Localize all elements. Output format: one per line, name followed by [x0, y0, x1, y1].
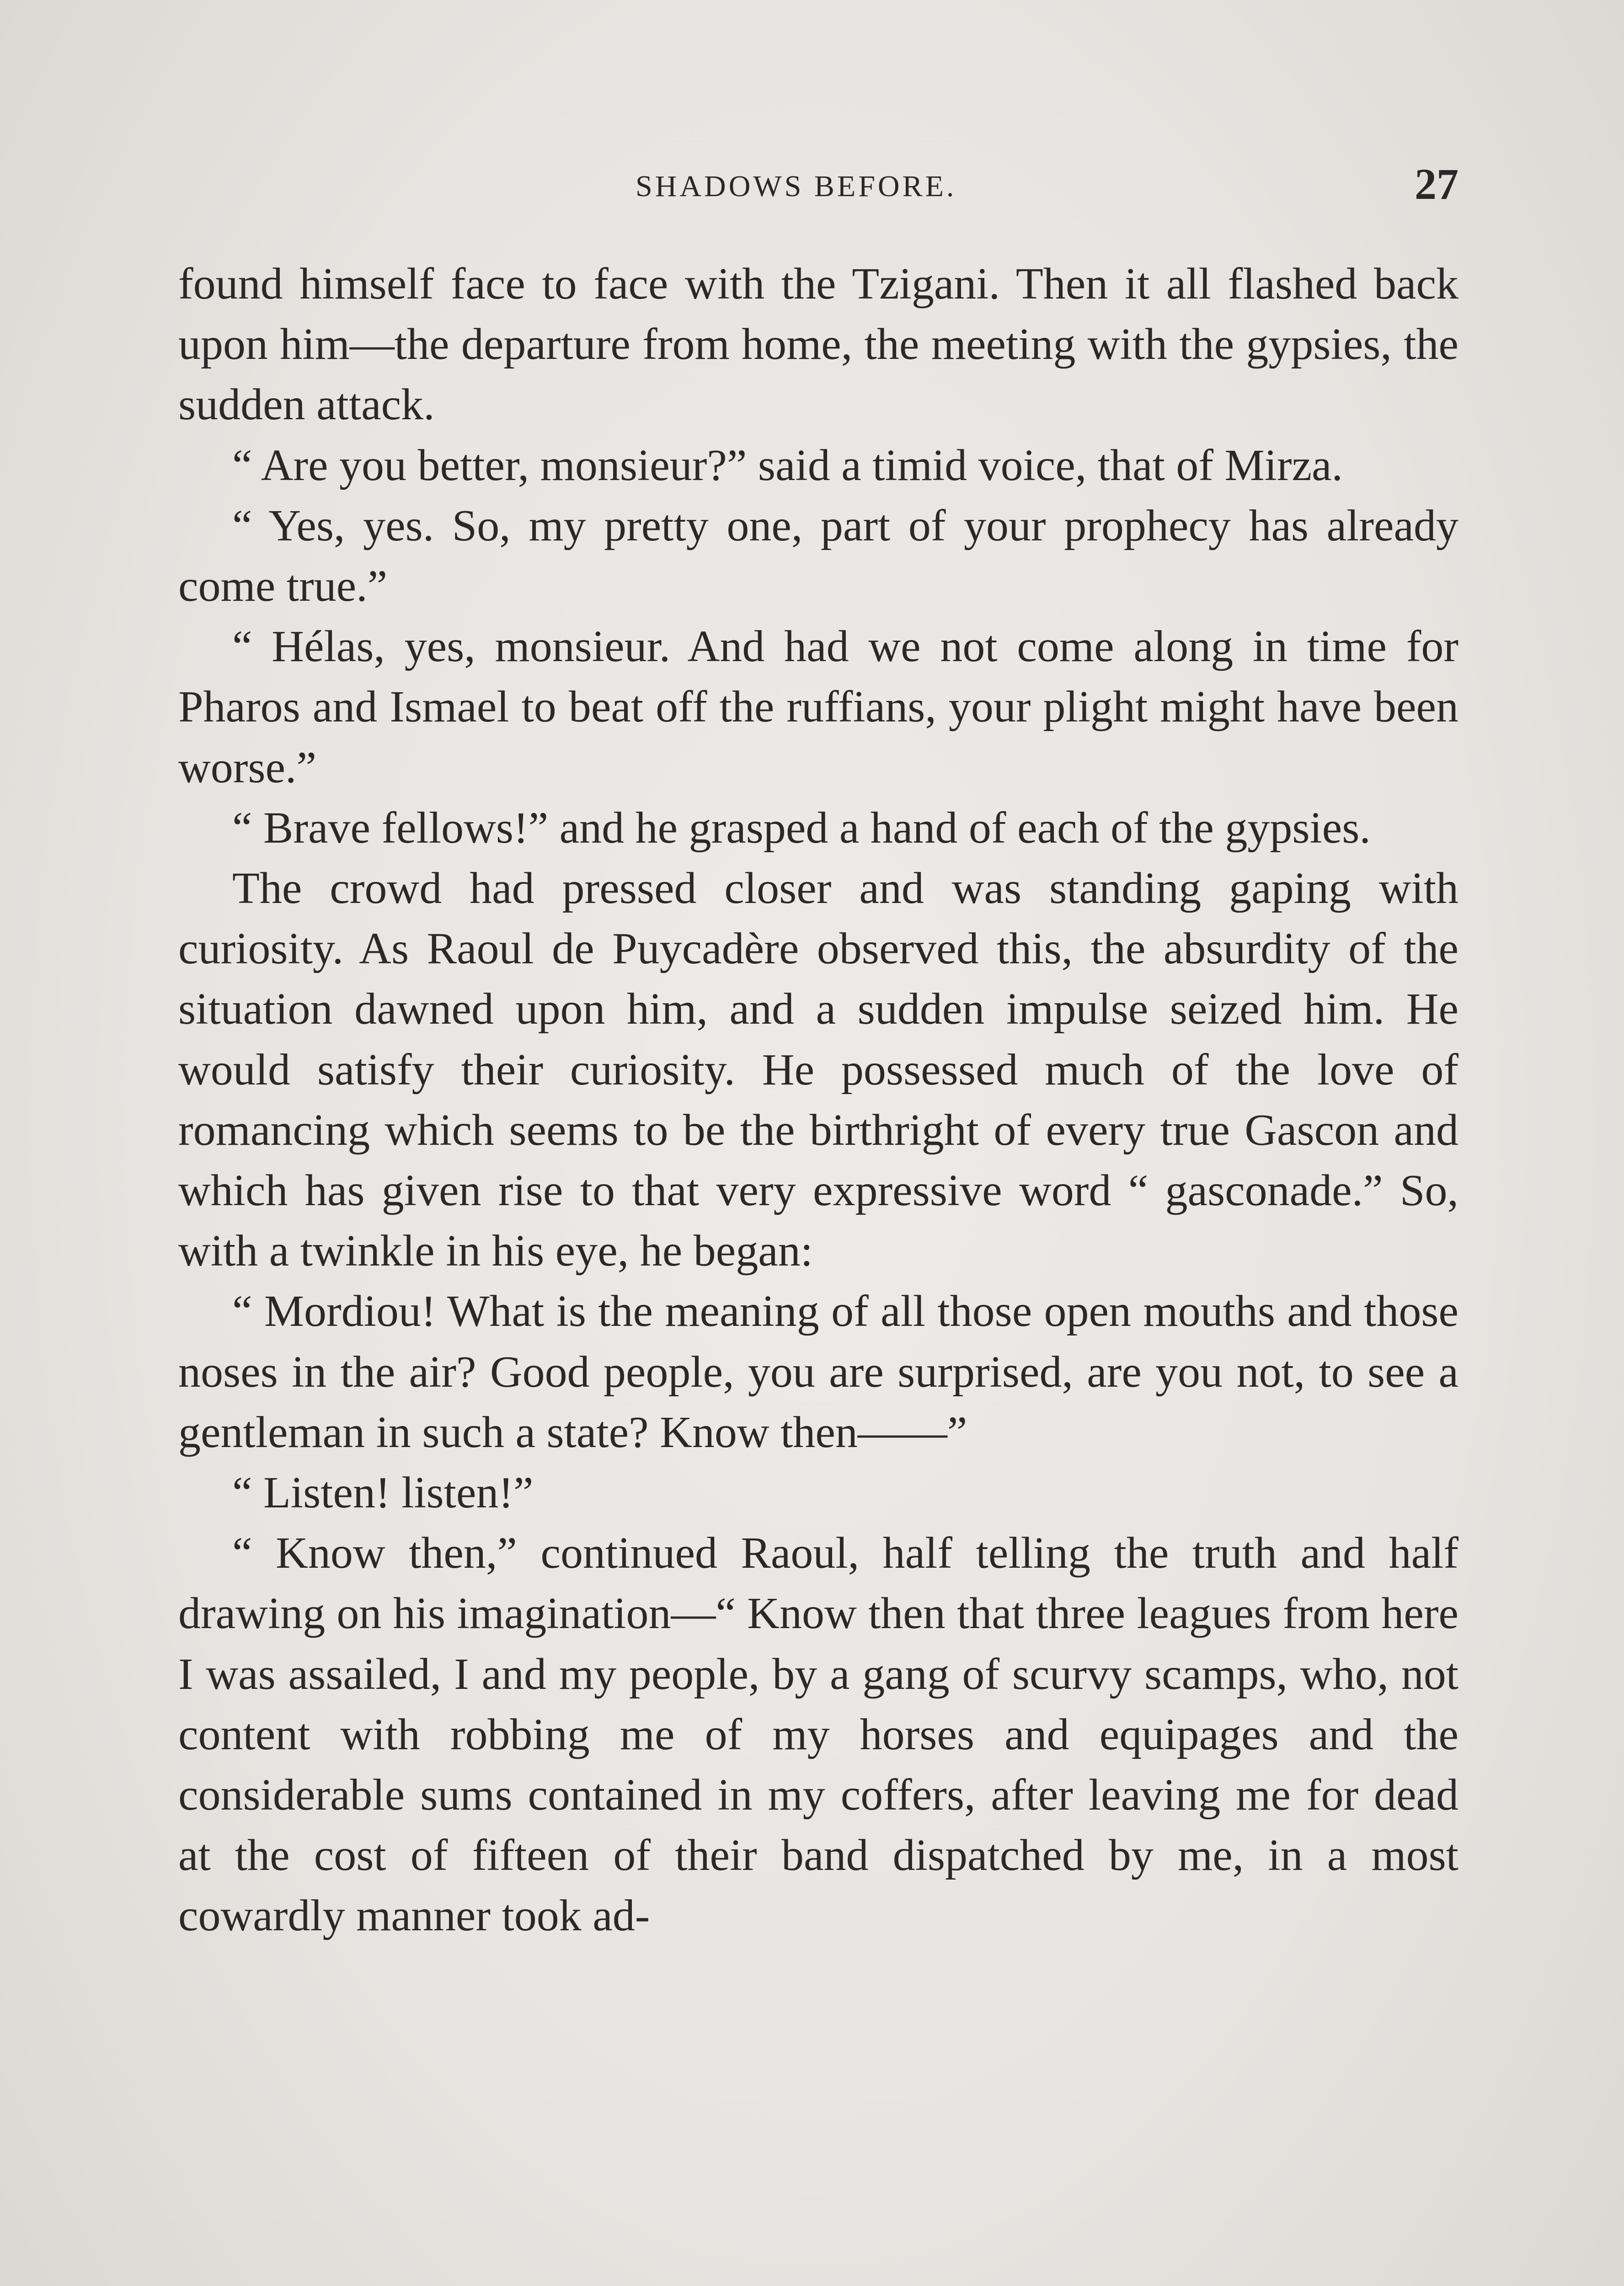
paragraph: “ Know then,” continued Raoul, half telling the truth and half drawing on his imagination—“ Know then that three leagues from here I was assailed, I and my people, by a gang of scurvy scamps, who, not content with robbing me of my horses and equipages and the considerable sums contained in my coffers, after leaving me for dead at the cost of fifteen of their band dispatched by me, in a most cowardly manner took ad- [178, 1528, 1458, 1941]
page-number: 27 [1415, 160, 1458, 208]
running-head [178, 160, 1458, 209]
body-text [178, 254, 1458, 1946]
paragraph: “ Brave fellows!” and he grasped a hand of each of the gypsies. [232, 803, 1371, 853]
paragraph: “ Listen! listen!” [232, 1468, 534, 1518]
running-title: SHADOWS BEFORE. [636, 170, 957, 203]
paragraph: The crowd had pressed closer and was standing gaping with curiosity. As Raoul de Puycadère observed this, the absurdity of the situation dawned upon him, and a sudden impulse seized him. He would satisfy their curiosity. He possessed much of the love of romancing which seems to be the birthright of every true Gascon and which has given rise to that very expressive word “ gasconade.” So, with a twinkle in his eye, he began: [178, 864, 1458, 1276]
paragraph: “ Mordiou! What is the meaning of all those open mouths and those noses in the air? Good people, you are surprised, are you not, to see a gentleman in such a state? Know then——” [178, 1287, 1458, 1457]
paragraph: “ Hélas, yes, monsieur. And had we not come along in time for Pharos and Ismael to beat off the ruffians, your plight might have been worse.” [178, 622, 1458, 792]
paragraph: “ Yes, yes. So, my pretty one, part of your prophecy has already come true.” [178, 501, 1458, 611]
paragraph: found himself face to face with the Tzigani. Then it all flashed back upon him—the departure from home, the meeting with the gypsies, the sudden attack. [178, 259, 1458, 430]
paragraph: “ Are you better, monsieur?” said a timid voice, that of Mirza. [232, 440, 1343, 490]
